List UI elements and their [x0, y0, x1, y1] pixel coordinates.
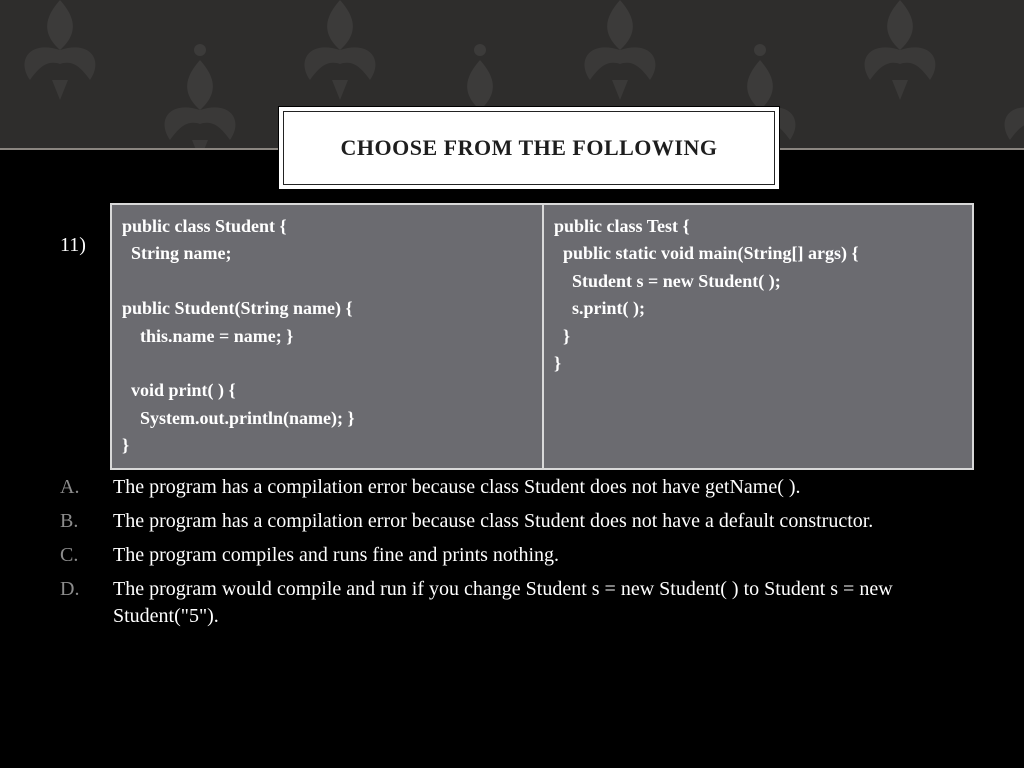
option-a [60, 474, 980, 501]
option-c [60, 542, 980, 569]
option-b-label: B. [60, 510, 79, 532]
code-table [110, 203, 974, 470]
slide-title: CHOOSE FROM THE FOLLOWING [340, 135, 718, 160]
option-a-text: The program has a compilation error because class Student does not have getName( ). [113, 476, 801, 498]
option-c-label: C. [60, 544, 79, 566]
option-d-label: D. [60, 578, 80, 600]
title-box [278, 106, 780, 190]
student-class-code: public class Student { String name; public Student(String name) { this.name = name; } void print( ) { System.out.println(name); } } [111, 204, 543, 469]
option-b [60, 508, 980, 535]
option-d [60, 576, 980, 630]
test-class-code: public class Test { public static void main(String[] args) { Student s = new Student( ); s.print( ); } } [543, 204, 973, 469]
answer-options [60, 474, 980, 637]
option-c-text: The program compiles and runs fine and prints nothing. [113, 544, 560, 566]
question-number: 11) [60, 234, 86, 256]
option-d-text: The program would compile and run if you change Student s = new Student( ) to Student s = new Student("5"). [113, 578, 893, 627]
option-a-label: A. [60, 476, 80, 498]
option-b-text: The program has a compilation error because class Student does not have a default constructor. [113, 510, 874, 532]
code-table-row [111, 204, 973, 469]
